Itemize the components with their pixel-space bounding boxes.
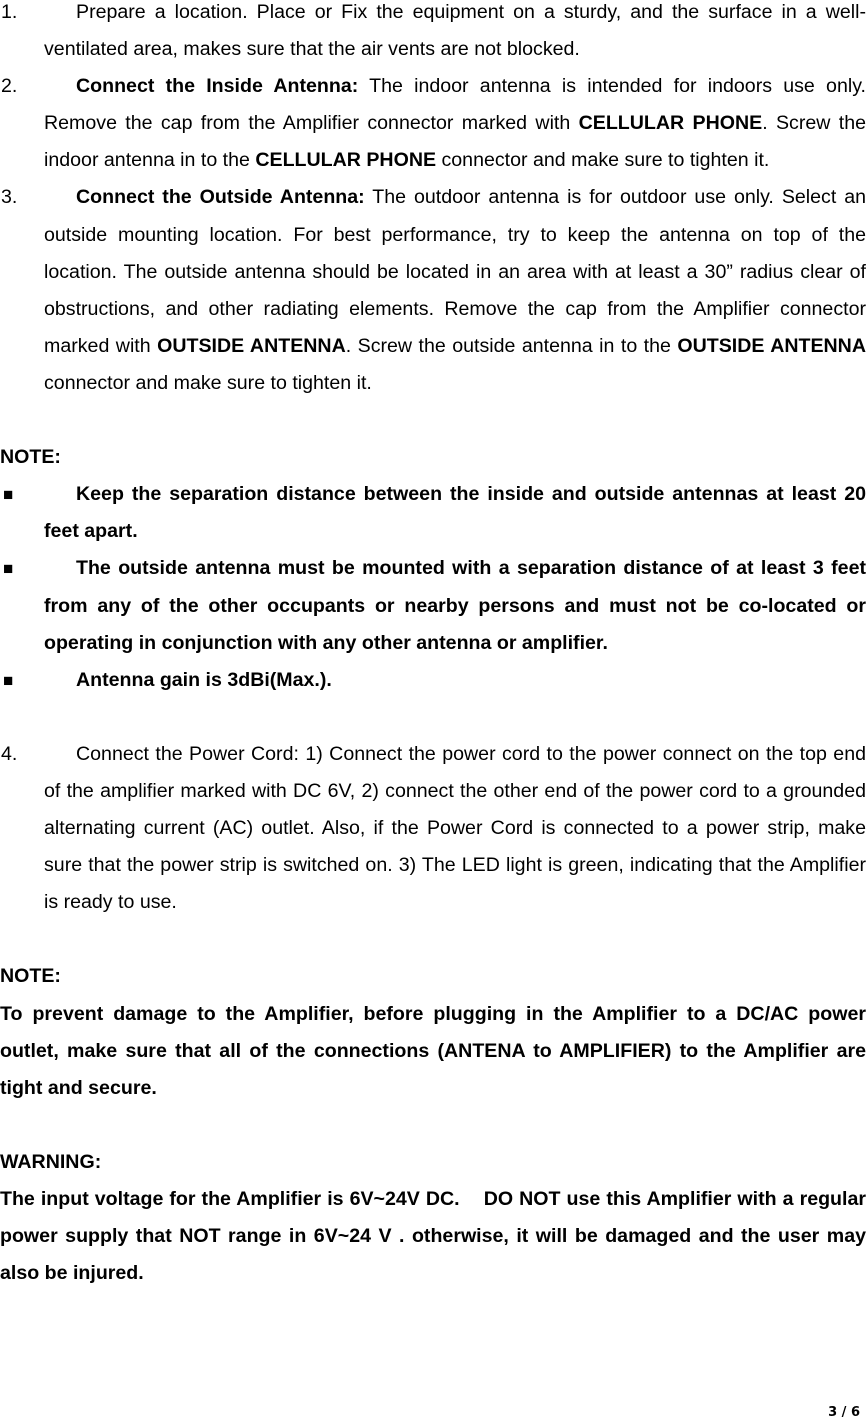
step-text: The outdoor antenna is for outdoor use only. Select an outside mounting location. For best performance, try to keep the antenna on top of the location. The outside antenna should be located in an area with at least a 30” radius clear of obstructions, and other radiating elements. Remove the cap from the Amplifier connector marked with [44,186,866,357]
step-text: . Screw the indoor antenna in to the [44,112,866,172]
step-number: 1. [1,1,18,23]
step-text: The indoor antenna is intended for indoors use only. Remove the cap from the Amplifier connector marked with [44,75,866,135]
step-number: 4. [1,742,18,765]
note-title: NOTE: [0,446,61,469]
step-number: 2. [1,75,18,98]
step-1 [0,0,866,68]
bullet-text: Antenna gain is 3dBi(Max.). [76,668,332,691]
bullet-text: Keep the separation distance between the inside and outside antennas at least 20 feet apart. [44,483,866,543]
connector-label: OUTSIDE ANTENNA [677,334,866,357]
note-text: To prevent damage to the Amplifier, before plugging in the Amplifier to a DC/AC power outlet, make sure that all of the connections (ANTENA to AMPLIFIER) to the Amplifier are tight and secure. [0,1002,866,1099]
square-bullet-icon: ■ [3,670,14,690]
connector-label: CELLULAR PHONE [255,149,437,172]
note-bullet [0,476,866,550]
step-text: Connect the Power Cord: 1) Connect the power cord to the power connect on the top end of the amplifier marked with DC 6V, 2) connect the other end of the power cord to a grounded alternating current (AC) outlet. Also, if the Power Cord is connected to a power strip, make sure that the power strip is switched on. 3) The LED light is green, indicating that the Amplifier is ready to use. [44,742,866,914]
warning-text: The input voltage for the Amplifier is 6V~24V DC. DO NOT use this Amplifier with a regular power supply that NOT range in 6V~24 V . otherwise, it will be damaged and the user may also be injured. [0,1188,866,1285]
bullet-text: The outside antenna must be mounted with a separation distance of at least 3 feet from any of the other occupants or nearby persons and must not be co-located or operating in conjunction with any other antenna or amplifier. [44,557,866,654]
square-bullet-icon: ■ [3,559,14,579]
step-heading: Connect the Inside Antenna: [76,75,359,98]
step-text: connector and make sure to tighten it. [436,149,770,172]
step-text: connector and make sure to tighten it. [44,371,372,394]
step-number: 3. [1,186,18,209]
note-bullet [0,662,866,699]
step-2 [0,68,866,179]
step-4 [0,736,866,921]
square-bullet-icon: ■ [3,485,14,505]
warning-title: WARNING: [0,1150,102,1173]
connector-label: CELLULAR PHONE [578,112,763,135]
step-text: . Screw the outside antenna in to the [345,334,678,357]
step-heading: Connect the Outside Antenna: [76,186,365,209]
step-3 [0,179,866,402]
note-title: NOTE: [0,965,61,988]
step-text: Prepare a location. Place or Fix the equipment on a sturdy, and the surface in a well-ventilated area, makes sure that the air vents are not blocked. [44,1,866,61]
note-bullet [0,550,866,661]
connector-label: OUTSIDE ANTENNA [157,334,346,357]
page-number: 3 / 6 [828,1405,860,1420]
